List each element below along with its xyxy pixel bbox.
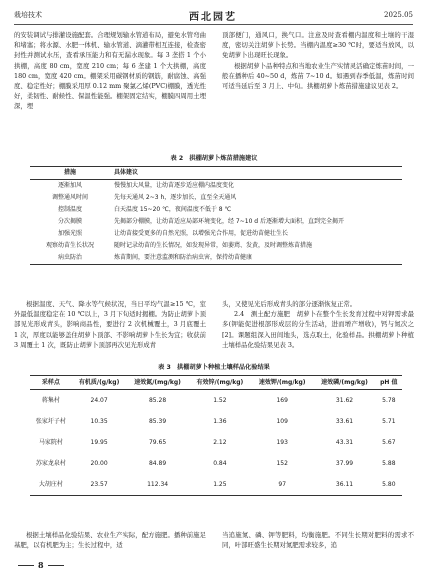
table-row	[30, 390, 402, 412]
page-header	[14, 6, 413, 25]
table-cell: 分次揭膜	[57, 218, 82, 225]
table-cell: 马家院村	[38, 439, 63, 446]
table-cell: 5.88	[382, 460, 396, 467]
table-cell: 1.25	[213, 481, 227, 488]
table-cell: 先揭部分棚膜，让幼苗适应局部环境变化，经 7~10 d 后逐渐增大面积，直到完全揭开	[114, 218, 345, 225]
table-cell: 79.65	[148, 439, 167, 446]
table-row	[30, 180, 402, 193]
paragraph: 当追施氮、磷、钾等肥料，均衡施肥。不同生长期对肥料的需求不同，叶部旺盛生长期对氮肥需求较多，追	[222, 531, 414, 550]
journal-masthead: 西北园艺	[189, 11, 238, 23]
paragraph: 的安装调试与排灌设施配套。合理规划输水管道布局，避免水管弯曲和堵塞；将水源、水肥一体机、输水管道、滴灌带相互连接，检查密封性并测试水压，查看承压能力和有无漏水现象。每 3 垄搭 1 个小拱棚，高度 80 cm，宽度 210 cm；每 6 垄建 1 个大拱棚，高度 180 cm，宽度 420 cm。棚架采用碳钢材质的钢筋，耐腐蚀、高强度、稳定性好；棚膜采用厚 0.12 mm 聚氯乙烯(PVC)棚膜，透光性好，柔韧性、耐候性、保温性能强。棚架固定结实，棚膜四周用土埋深，埋	[14, 31, 206, 111]
table-cell: 让幼苗接受更多的自然光照，以增强光合作用，促进幼苗健壮生长	[114, 230, 289, 237]
table-cell: 37.99	[335, 460, 354, 467]
table-cell: 逐渐加风	[57, 182, 82, 189]
table-cell: 1.36	[213, 418, 227, 425]
table-header-row	[30, 167, 402, 180]
table-cell: 19.95	[90, 439, 108, 446]
table-cell: 20.00	[90, 460, 108, 467]
paragraph: 顶部便门，通风口，换气口。注意及时查看棚内温度和土壤的干湿度，密切关注胡萝卜长势。当棚内温度≥30 ℃时，要适当放风，以免胡萝卜出现旺长现象。	[222, 31, 414, 60]
divider	[48, 565, 64, 566]
column-header: pH 值	[380, 379, 398, 386]
table-cell: 1.52	[213, 397, 227, 404]
middle-right-column	[222, 299, 414, 350]
paragraph: 根据胡萝卜品种特点和当地农业生产实情灵活确定炼苗时间，一般在播种后 40~50 d，炼苗 7~10 d。如遇到春季低温，炼苗时间可适当延后至 3 月上、中旬。拱棚胡萝卜炼苗措施建议见表 2。	[222, 61, 414, 91]
table-row	[30, 204, 402, 216]
table-cell: 84.89	[148, 460, 167, 467]
table-cell: 33.61	[335, 418, 354, 425]
table3-caption: 表 3 拱棚胡萝卜种植土壤样品化验结果	[158, 364, 270, 371]
table-row	[30, 432, 402, 453]
table-header-row	[30, 376, 402, 390]
paragraph: 头，又使见光后形成青头的部分逐渐恢复正常。	[222, 300, 357, 308]
paragraph: 2.4 测土配方施肥 胡萝卜在整个生长发育过程中对钾需求最多(钾能促进根部形成层的分生活动，进而增产增收)，钙与氮次之[2]。课题组深入田间地头，选点取土，化验样品。拱棚胡萝卜种植土壤样品化验结果见表 3。	[222, 310, 414, 349]
table-cell: 随时记录幼苗的生长情况，如发现异常，如萎蔫、发黄，及时调整炼苗措施	[114, 242, 313, 249]
column-header: 具体建议	[114, 169, 139, 176]
table-cell: 112.34	[147, 481, 169, 488]
table-cell: 10.35	[90, 418, 108, 425]
table-cell: 2.12	[213, 439, 227, 446]
issue-date: 2025.05	[384, 11, 413, 19]
table-cell: 病虫防治	[57, 254, 82, 261]
paragraph: 根据温度、天气、降水等气候状况，当日平均气温≥15 ℃，室外最低温度稳定在 10 ℃以上，3 月下旬适时揭棚。为防止胡萝卜顶部见光形成青头，影响商品性，要进行 2 次机械覆土，3 月底覆土 1 次，厚度以能够盖住胡萝卜顶部、不影响胡萝卜生长为宜；收获前 3 周覆土 1 次，既防止胡萝卜顶部再次见光形成青	[14, 300, 206, 349]
top-right-column	[222, 30, 414, 91]
table-cell: 观察幼苗生长状况	[45, 242, 94, 249]
column-header: 措施	[63, 169, 76, 176]
divider	[18, 565, 34, 566]
table-cell: 5.78	[382, 397, 396, 404]
paragraph: 根据土壤样品化验结果、农业生产实际，配方施肥。播种前施足基肥，以有机肥为主；生长过程中，适	[14, 531, 206, 550]
table-cell: 97	[278, 481, 287, 488]
page-footer	[14, 560, 68, 570]
table-cell: 85.28	[148, 397, 167, 404]
section-label: 栽培技术	[14, 11, 42, 19]
table-row	[30, 474, 402, 496]
table2	[30, 166, 402, 265]
table-cell: 张家圩子村	[35, 418, 66, 425]
table-cell: 5.67	[382, 439, 396, 446]
table-cell: 23.57	[90, 481, 108, 488]
table3	[30, 375, 402, 496]
table-row	[30, 216, 402, 228]
table-row	[30, 453, 402, 474]
table-row	[30, 192, 402, 204]
column-header: 采样点	[41, 379, 60, 386]
table-cell: 炼苗期间，要注意监测和防治病虫害，保持幼苗健康	[114, 254, 253, 261]
table-cell: 31.62	[335, 397, 354, 404]
table-cell: 43.31	[335, 439, 354, 446]
table-cell: 苏家龙泉村	[35, 460, 66, 467]
top-left-column	[14, 30, 206, 112]
table-cell: 白天温度 15~20 ℃，夜间温度不低于 8 ℃	[114, 206, 232, 213]
table-cell: 控制温度	[57, 206, 82, 213]
table-cell: 慢慢加大风量，让幼苗逐步适应棚内温度变化	[114, 182, 235, 189]
table-cell: 5.71	[382, 418, 396, 425]
table2-caption: 表 2 拱棚胡萝卜炼苗措施建议	[170, 155, 258, 162]
page-number: 8	[38, 560, 44, 570]
bottom-left-column	[14, 530, 206, 550]
table-cell: 169	[276, 397, 288, 404]
column-header: 有机质/(g/kg)	[78, 379, 120, 386]
table-row	[30, 240, 402, 252]
table-cell: 36.11	[335, 481, 354, 488]
table-cell: 调整通风时间	[51, 194, 88, 201]
table-cell: 5.80	[382, 481, 396, 488]
table-cell: 蒋集村	[41, 397, 60, 404]
table-cell: 193	[276, 439, 288, 446]
column-header: 速效钾/(mg/kg)	[258, 379, 306, 386]
bottom-right-column	[222, 530, 414, 550]
column-header: 有效锌/(mg/kg)	[196, 379, 244, 386]
middle-left-column	[14, 299, 206, 350]
table-row	[30, 252, 402, 265]
column-header: 速效氮/(mg/kg)	[134, 379, 181, 386]
table-cell: 0.84	[213, 460, 227, 467]
table-cell: 加强光照	[57, 230, 82, 237]
table-row	[30, 411, 402, 432]
table-cell: 24.07	[90, 397, 108, 404]
table-cell: 109	[276, 418, 288, 425]
table-row	[30, 228, 402, 240]
table-cell: 先每天通风 2~3 h，逐步加长，直至全天通风	[114, 194, 237, 201]
table-cell: 大胡庄村	[38, 481, 63, 488]
table-cell: 85.39	[148, 418, 167, 425]
column-header: 速效磷/(mg/kg)	[321, 379, 368, 386]
table-cell: 152	[276, 460, 288, 467]
